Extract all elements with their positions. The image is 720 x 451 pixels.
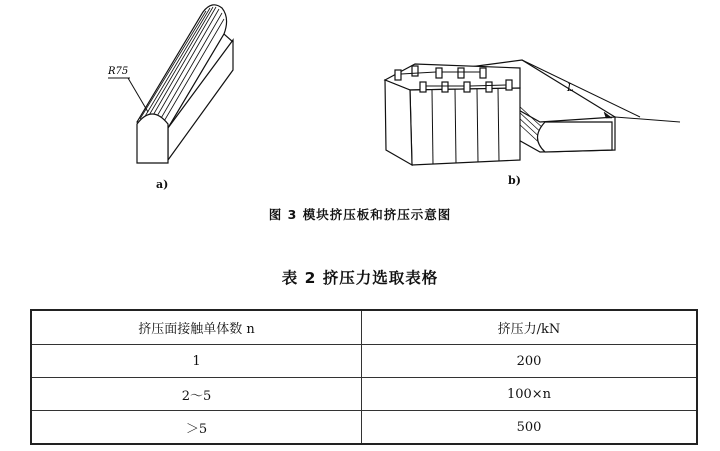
cell-force: 100×n [362,378,698,411]
figure-3-drawing [0,0,720,200]
cell-force: 500 [362,411,698,445]
figure-caption: 图 3 模块挤压板和挤压示意图 [268,207,452,222]
r75-text: R75 [108,66,129,77]
header-extrusion-force: 挤压力/kN [362,310,698,345]
table-row [31,378,697,411]
cell-force: 200 [362,345,698,378]
r75-leader [108,78,148,112]
figure-b-label: b) [508,174,521,187]
figure-a-extrusion-plate [137,5,233,163]
cell-contact-count: ＞5 [31,411,362,445]
table-title: 表 2 挤压力选取表格 [281,269,439,287]
extrusion-force-table [30,309,698,445]
header-contact-count: 挤压面接触单体数 n [31,310,362,345]
table-header-row [31,310,697,345]
l-dimension-text: L [567,83,574,94]
table-row [31,411,697,445]
table-row [31,345,697,378]
cell-contact-count: 1 [31,345,362,378]
figure-b-module-extrusion [385,60,680,165]
cell-contact-count: 2～5 [31,378,362,411]
figure-3 [0,0,720,200]
figure-a-label: a) [156,178,169,191]
